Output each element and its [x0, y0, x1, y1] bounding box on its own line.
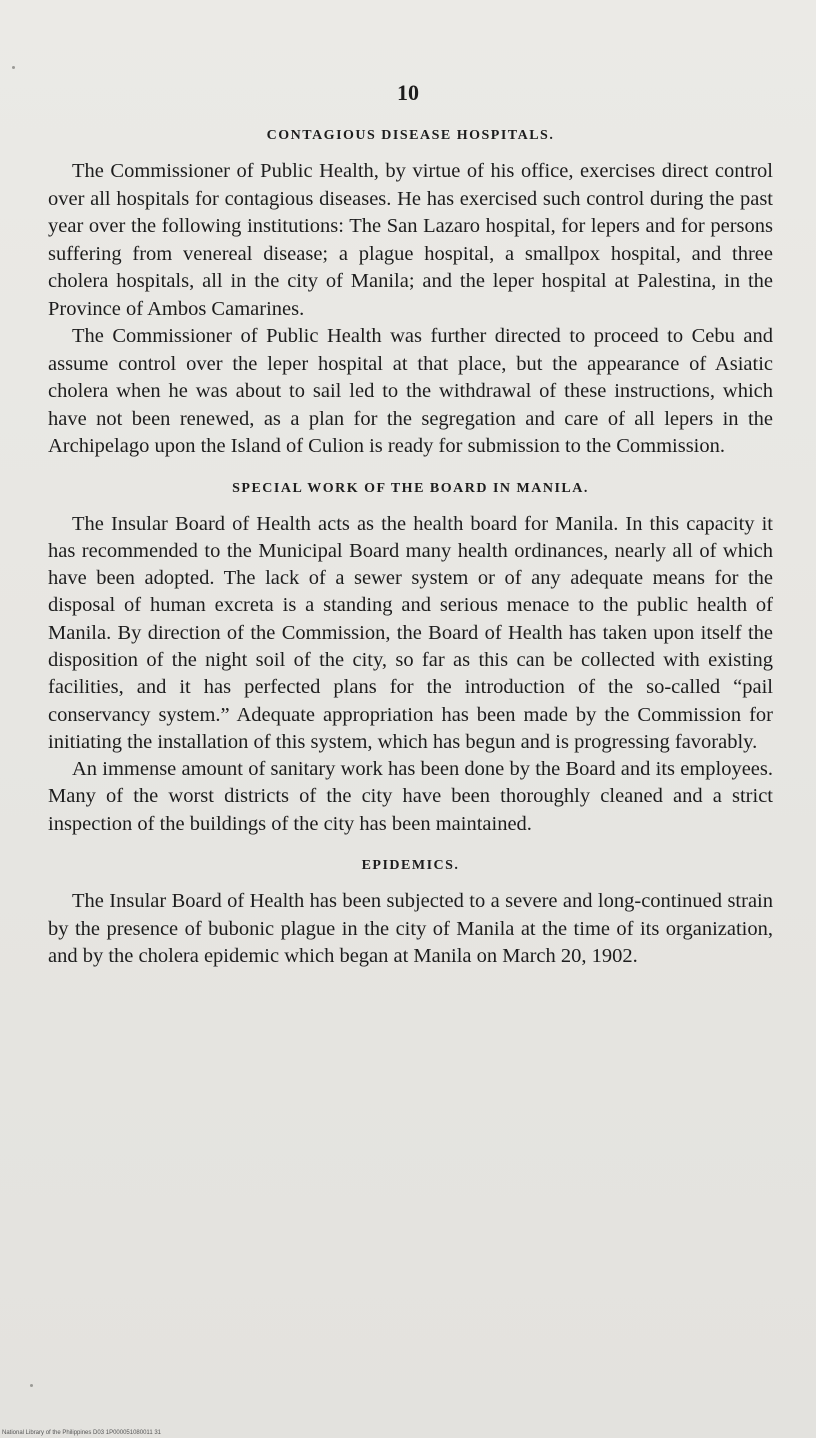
paragraph: An immense amount of sanitary work has been done by the Board and its employees. Many of the worst districts of the city have been thoroughly cleaned and a strict inspection of the buildings of the city has been maintained.	[48, 758, 773, 835]
scan-footer-credit: National Library of the Philippines D03 1P000051080011 31	[2, 1430, 162, 1436]
section-special-work-manila	[48, 481, 773, 839]
section-epidemics	[48, 858, 773, 971]
paragraph: The Insular Board of Health acts as the health board for Manila. In this capacity it has recommended to the Municipal Board many health ordinances, nearly all of which have been adopted. The lack of a sewer system or of any adequate means for the disposal of human excreta is a standing and serious menace to the public health of Manila. By direction of the Commission, the Board of Health has taken upon itself the disposition of the night soil of the city, so far as this can be collected with existing facilities, and it has perfected plans for the introduction of the so-called “pail conservancy system.” Adequate appropriation has been made by the Commission for initiating the installation of this system, which has begun and is progressing favorably.	[48, 512, 773, 753]
section-contagious-disease-hospitals	[48, 128, 773, 461]
scan-speck	[12, 66, 15, 69]
section-spacer	[48, 838, 773, 858]
section-heading: EPIDEMICS.	[361, 858, 460, 874]
page-body	[48, 128, 773, 971]
section-spacer	[48, 461, 773, 481]
page-number: 10	[397, 80, 419, 105]
section-heading: CONTAGIOUS DISEASE HOSPITALS.	[266, 128, 555, 143]
section-heading: SPECIAL WORK OF THE BOARD IN MANILA.	[232, 480, 589, 496]
paragraph: The Commissioner of Public Health, by virtue of his office, exercises direct control over all hospitals for contagious diseases. He has exercised such control during the past year over the following institutions: The San Lazaro hospital, for lepers and for persons suffering from venereal disease; a plague hospital, a smallpox hospital, and three cholera hospitals, all in the city of Manila; and the leper hospital at Palestina, in the Province of Ambos Camarines.	[48, 160, 773, 320]
paragraph: The Commissioner of Public Health was further directed to proceed to Cebu and assume control over the leper hospital at that place, but the appearance of Asiatic cholera when he was about to sail led to the withdrawal of these instructions, which have not been renewed, as a plan for the segregation and care of all lepers in the Archipelago upon the Island of Culion is ready for submission to the Commission.	[48, 325, 773, 457]
scan-speck	[30, 1384, 33, 1387]
paragraph: The Insular Board of Health has been subjected to a severe and long-continued strain by the presence of bubonic plague in the city of Manila at the time of its organization, and by the cholera epidemic which began at Manila on March 20, 1902.	[48, 890, 773, 968]
